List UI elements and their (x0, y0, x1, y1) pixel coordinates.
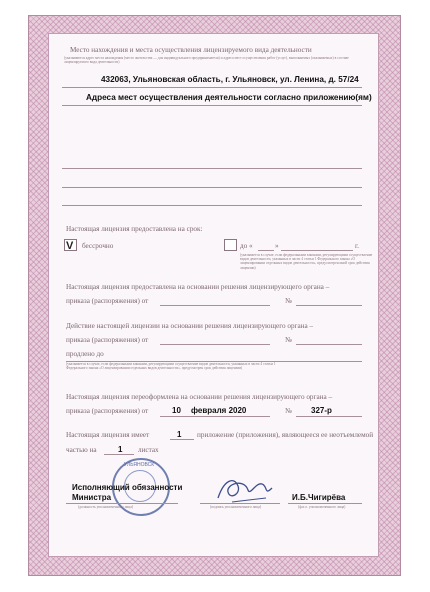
signature-note: (подпись уполномоченного лица) (210, 505, 262, 509)
reissue-number-sign: № (285, 407, 292, 415)
reissue-order-label: приказа (распоряжения) от (66, 407, 149, 415)
appendix-text-after: приложение (приложения), являющееся ее неотъемлемой (197, 431, 374, 439)
granted-number-line (296, 305, 362, 306)
name-note: (ф.и.о. уполномоченного лица) (298, 505, 346, 509)
position-line (66, 503, 178, 504)
granted-date-line (160, 305, 270, 306)
until-label: до « (240, 242, 253, 250)
appendix-text-before: Настоящая лицензия имеет (66, 431, 150, 439)
granted-order-label: приказа (распоряжения) от (66, 297, 149, 305)
extension-label: Действие настоящей лицензии на основании решения лицензирующего органа – (66, 322, 314, 330)
signatory-position-1: Исполняющий обязанности (72, 483, 183, 492)
appendix-sheets: 1 (118, 445, 123, 454)
address-appendix-underline (62, 105, 362, 106)
name-line (288, 503, 362, 504)
reissue-label: Настоящая лицензия переоформлена на основании решения лицензирующего органа – (66, 393, 333, 401)
reissue-day: 10 (172, 406, 181, 415)
signature-line (200, 503, 280, 504)
appendix-sheets-line (104, 454, 134, 455)
extension-date-line (160, 344, 270, 345)
reissue-date-line (160, 416, 270, 417)
address-line: 432063, Ульяновская область, г. Ульяновск, ул. Ленина, д. 57/24 (101, 75, 359, 84)
until-year-suffix: г. (355, 242, 359, 250)
blank-line-1 (62, 168, 362, 169)
appendix-part-label: частью на (66, 446, 97, 454)
reissue-number-line (296, 416, 362, 417)
signatory-position-2: Министра (72, 493, 112, 502)
check-mark: V (66, 240, 74, 252)
term-label: Настоящая лицензия предоставлена на срок: (66, 225, 203, 233)
reissue-month-year: февраля 2020 (191, 406, 247, 415)
extension-note: (указывается в случае, если федеральными законами, регулирующими осуществление видов деятельности, указанных в части 4 статьи 1 Федерального закона «О лицензировании отдельных видов деятельности», предусмотрен срок действия лицензии) (66, 362, 276, 371)
granted-label: Настоящая лицензия предоставлена на основании решения лицензирующего органа – (66, 283, 330, 291)
until-checkbox (224, 239, 237, 251)
address-appendix-line: Адреса мест осуществления деятельности согласно приложению(ям) (86, 93, 372, 102)
until-note: (указывается в случае, если федеральными законами, регулирующими осуществление видов деятельности, указанных в части 4 статьи 1 Федерального закона «О лицензировании отдельных видов деятельности», предусмотрен иной срок действия лицензии) (240, 253, 373, 270)
blank-line-3 (62, 205, 362, 206)
blank-line-2 (62, 187, 362, 188)
extension-number-sign: № (285, 336, 292, 344)
address-underline (62, 87, 362, 88)
handwritten-signature (214, 472, 278, 506)
until-day-line (258, 250, 274, 251)
signatory-name: И.Б.Чигирёва (292, 493, 346, 502)
reissue-number: 327-р (311, 406, 332, 415)
granted-number-sign: № (285, 297, 292, 305)
location-title: Место нахождения и места осуществления лицензируемого вида деятельности (70, 46, 312, 54)
extension-number-line (296, 344, 362, 345)
prolonged-label: продлено до (66, 350, 104, 358)
appendix-sheets-label: листах (138, 446, 159, 454)
until-quote: » (275, 242, 279, 250)
until-date-line (281, 250, 353, 251)
seal-text: УЛЬЯНОВСК (124, 462, 155, 468)
indefinite-label: бессрочно (82, 242, 114, 250)
appendix-count: 1 (177, 430, 182, 439)
position-note: (должность уполномоченного лица) (78, 505, 134, 509)
appendix-count-line (170, 439, 194, 440)
extension-order-label: приказа (распоряжения) от (66, 336, 149, 344)
location-note: (указываются адрес места нахождения (место жительства — для индивидуального предпринимателя) и адреса мест осуществления работ (услуг), выполняемых (оказываемых) в составе лицензируемого вида деятельности) (64, 56, 349, 65)
